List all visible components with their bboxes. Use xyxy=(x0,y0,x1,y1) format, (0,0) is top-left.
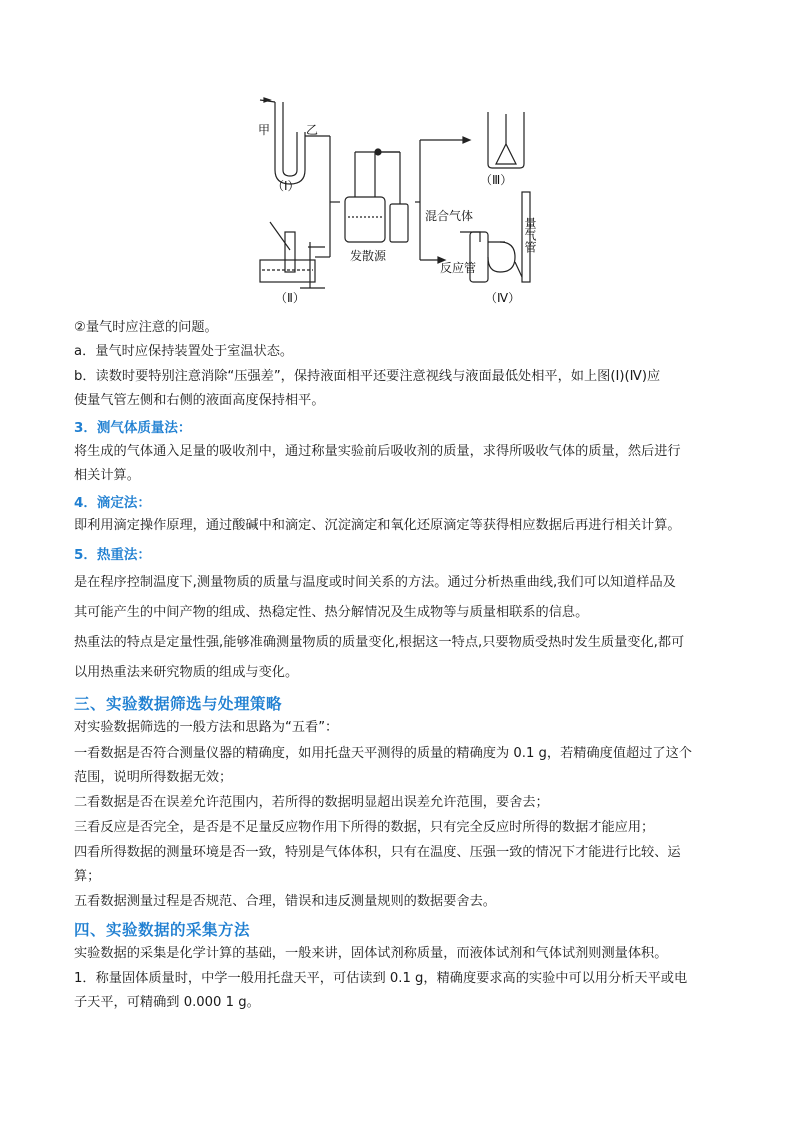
paragraph: b．读数时要特别注意消除“压强差”，保持液面相平还要注意视线与液面最低处相平，如上图(Ⅰ)(Ⅳ)应 xyxy=(74,369,661,384)
paragraph: 使量气管左侧和右侧的液面高度保持相平。 xyxy=(74,393,325,408)
label-measuring-tube: 量气管 xyxy=(523,217,537,253)
paragraph: 对实验数据筛选的一般方法和思路为“五看”： xyxy=(74,720,339,735)
paragraph: 二看数据是否在误差允许范围内，若所得的数据明显超出误差允许范围，要舍去； xyxy=(74,795,549,810)
paragraph: 实验数据的采集是化学计算的基础，一般来讲，固体试剂称质量，而液体试剂和气体试剂则测量体积。 xyxy=(74,946,668,961)
label-reaction-tube: 反应管 xyxy=(440,261,477,275)
paragraph: 即利用滴定操作原理，通过酸碱中和滴定、沉淀滴定和氧化还原滴定等获得相应数据后再进行相关计算。 xyxy=(74,518,681,533)
generator-bottle xyxy=(345,197,385,242)
paragraph: 算； xyxy=(74,869,101,884)
apparatus-diagram xyxy=(230,92,550,310)
paragraph: 范围，说明所得数据无效； xyxy=(74,770,233,785)
paragraph: 是在程序控制温度下,测量物质的质量与温度或时间关系的方法。通过分析热重曲线,我们可以知道样品及 xyxy=(74,575,676,590)
paragraph: ②量气时应注意的问题。 xyxy=(74,320,218,335)
paragraph: 子天平，可精确到 0.000 1 g。 xyxy=(74,995,260,1010)
label-fig2: （Ⅱ） xyxy=(275,291,305,305)
paragraph: 一看数据是否符合测量仪器的精确度，如用托盘天平测得的质量的精确度为 0.1 g，若精确度值超过了这个 xyxy=(74,746,692,761)
paragraph: 相关计算。 xyxy=(74,468,140,483)
paragraph: 五看数据测量过程是否规范、合理，错误和违反测量规则的数据要舍去。 xyxy=(74,894,496,909)
label-source: 发散源 xyxy=(350,249,387,263)
section-heading: 四、实验数据的采集方法 xyxy=(74,921,251,939)
paragraph: a．量气时应保持装置处于室温状态。 xyxy=(74,344,294,359)
water-trough xyxy=(260,260,315,282)
paragraph: 1．称量固体质量时，中学一般用托盘天平，可估读到 0.1 g，精确度要求高的实验中可以用分析天平或电 xyxy=(74,971,688,986)
label-fig3: （Ⅲ） xyxy=(480,173,513,187)
apparatus-figure xyxy=(230,92,550,310)
label-jia: 甲 xyxy=(258,123,271,137)
label-mixed-gas: 混合气体 xyxy=(425,209,474,223)
paragraph: 四看所得数据的测量环境是否一致，特别是气体体积，只有在温度、压强一致的情况下才能进行比较、运 xyxy=(74,845,681,860)
paragraph: 三看反应是否完全，是否是不足量反应物作用下所得的数据，只有完全反应时所得的数据才能应用； xyxy=(74,820,655,835)
paragraph: 其可能产生的中间产物的组成、热稳定性、热分解情况及生成物等与质量相联系的信息。 xyxy=(74,605,589,620)
label-yi: 乙 xyxy=(306,123,319,137)
label-fig1: （Ⅰ） xyxy=(272,179,300,193)
paragraph: 将生成的气体通入足量的吸收剂中，通过称量实验前后吸收剂的质量，求得所吸收气体的质量，然后进行 xyxy=(74,444,681,459)
subheading: 4．滴定法： xyxy=(74,495,151,511)
paragraph: 以用热重法来研究物质的组成与变化。 xyxy=(74,665,299,680)
subheading: 3．测气体质量法： xyxy=(74,420,192,436)
label-fig4: （Ⅳ） xyxy=(485,291,521,305)
section-heading: 三、实验数据筛选与处理策略 xyxy=(74,695,283,713)
u-tube xyxy=(275,102,305,184)
paragraph: 热重法的特点是定量性强,能够准确测量物质的质量变化,根据这一特点,只要物质受热时发生质量变化,都可 xyxy=(74,635,685,650)
subheading: 5．热重法： xyxy=(74,547,151,563)
